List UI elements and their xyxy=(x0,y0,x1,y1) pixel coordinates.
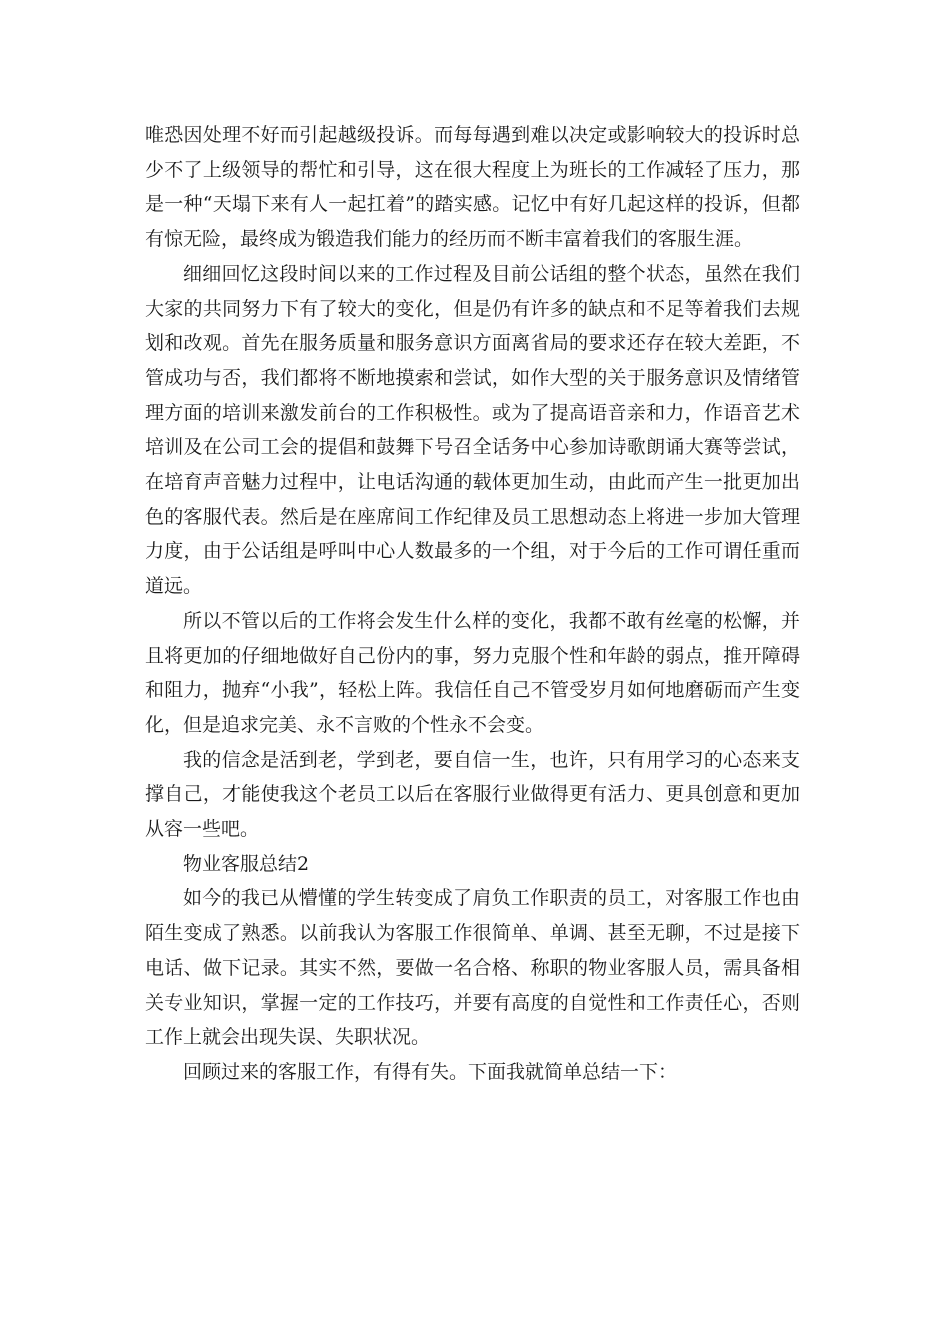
paragraph-3: 所以不管以后的工作将会发生什么样的变化，我都不敢有丝毫的松懈，并且将更加的仔细地做好自己份内的事，努力克服个性和年龄的弱点，推开障碍和阻力，抛弃“小我”，轻松上阵。我信任自己不管受岁月如何地磨砺而产生变化，但是追求完美、永不言败的个性永不会变。 xyxy=(145,609,800,736)
document-body xyxy=(145,118,800,1090)
paragraph-2: 细细回忆这段时间以来的工作过程及目前公话组的整个状态，虽然在我们大家的共同努力下有了较大的变化，但是仍有许多的缺点和不足等着我们去规划和改观。首先在服务质量和服务意识方面离省局的要求还存在较大差距，不管成功与否，我们都将不断地摸索和尝试，如作大型的关于服务意识及情绪管理方面的培训来激发前台的工作积极性。或为了提高语音亲和力，作语音艺术培训及在公司工会的提倡和鼓舞下号召全话务中心参加诗歌朗诵大赛等尝试，在培育声音魅力过程中，让电话沟通的载体更加生动，由此而产生一批更加出色的客服代表。然后是在座席间工作纪律及员工思想动态上将进一步加大管理力度，由于公话组是呼叫中心人数最多的一个组，对于今后的工作可谓任重而道远。 xyxy=(145,262,800,598)
section-heading: 物业客服总结2 xyxy=(183,852,310,875)
paragraph-1: 唯恐因处理不好而引起越级投诉。而每每遇到难以决定或影响较大的投诉时总少不了上级领导的帮忙和引导，这在很大程度上为班长的工作减轻了压力，那是一种“天塌下来有人一起扛着”的踏实感。记忆中有好几起这样的投诉，但都有惊无险，最终成为锻造我们能力的经历而不断丰富着我们的客服生涯。 xyxy=(145,124,800,251)
paragraph-4: 我的信念是活到老，学到老，要自信一生，也许，只有用学习的心态来支撑自己，才能使我这个老员工以后在客服行业做得更有活力、更具创意和更加从容一些吧。 xyxy=(145,748,800,841)
paragraph-6: 回顾过来的客服工作，有得有失。下面我就简单总结一下： xyxy=(183,1060,678,1083)
paragraph-5: 如今的我已从懵懂的学生转变成了肩负工作职责的员工，对客服工作也由陌生变成了熟悉。以前我认为客服工作很简单、单调、甚至无聊，不过是接下电话、做下记录。其实不然，要做一名合格、称职的物业客服人员，需具备相关专业知识，掌握一定的工作技巧，并要有高度的自觉性和工作责任心，否则工作上就会出现失误、失职状况。 xyxy=(145,887,800,1049)
